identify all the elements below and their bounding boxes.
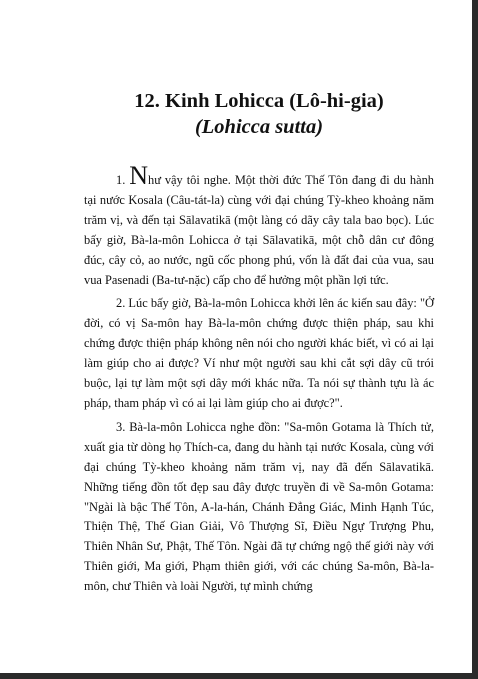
paragraph-2: 2. Lúc bấy giờ, Bà-la-môn Lohicca khởi lên ác kiến sau đây: "Ở đời, có vị Sa-môn hay Bà-la-môn chứng được thiện pháp, sau khi chứng được thiện pháp không nên nói cho người khác biết, vì có ai lại làm giúp cho ai được? Ví như một người sau khi cắt sợi dây cũ trói buộc, lại tự làm một sợi dây mới khác nữa. Ta nói sự thành tựu là ác pháp, tham pháp vì có ai lại làm giúp cho ai được?".	[84, 296, 434, 410]
document-page	[84, 88, 434, 601]
paragraph-1	[84, 161, 434, 290]
page-frame-bottom-edge	[0, 673, 478, 679]
paragraph-1-number: 1.	[116, 173, 126, 187]
paragraph-3: 3. Bà-la-môn Lohicca nghe đồn: "Sa-môn Gotama là Thích tử, xuất gia từ dòng họ Thích-ca, đang du hành tại nước Kosala, cùng với đại chúng Tỳ-kheo khoảng năm trăm vị, nay đã đến Sālavatikā. Những tiếng đồn tốt đẹp sau đây được truyền đi về Sa-môn Gotama: "Ngài là bậc Thế Tôn, A-la-hán, Chánh Đẳng Giác, Minh Hạnh Túc, Thiện Thệ, Thế Gian Giải, Vô Thượng Sĩ, Điều Ngự Trượng Phu, Thiên Nhân Sư, Phật, Thế Tôn. Ngài đã tự chứng ngộ thế giới này với Thiên giới, Ma giới, Phạm thiên giới, với các chúng Sa-môn, Bà-la-môn, chư Thiên và loài Người, tự mình chứng	[84, 419, 434, 594]
paragraph-1-text: hư vậy tôi nghe. Một thời đức Thế Tôn đang đi du hành tại nước Kosala (Câu-tát-la) cùng với đại chúng Tỳ-kheo khoảng năm trăm vị, và đến tại Sālavatikā (một làng có dãy cây tala bao bọc). Lúc bấy giờ, Bà-la-môn Lohicca ở tại Sālavatikā, một chỗ dân cư đông đúc, cây cỏ, ao nước, ngũ cốc phong phú, vốn là đất đai của vua, sau vua Pasenadi (Ba-tư-nặc) cấp cho để hưởng một phần lợi tức.	[84, 173, 434, 287]
page-frame-right-edge	[472, 0, 478, 679]
sutta-title: 12. Kinh Lohicca (Lô-hi-gia)	[134, 90, 384, 112]
paragraph-1-dropcap: N	[129, 161, 149, 190]
sutta-pali-subtitle: (Lohicca sutta)	[194, 116, 324, 138]
